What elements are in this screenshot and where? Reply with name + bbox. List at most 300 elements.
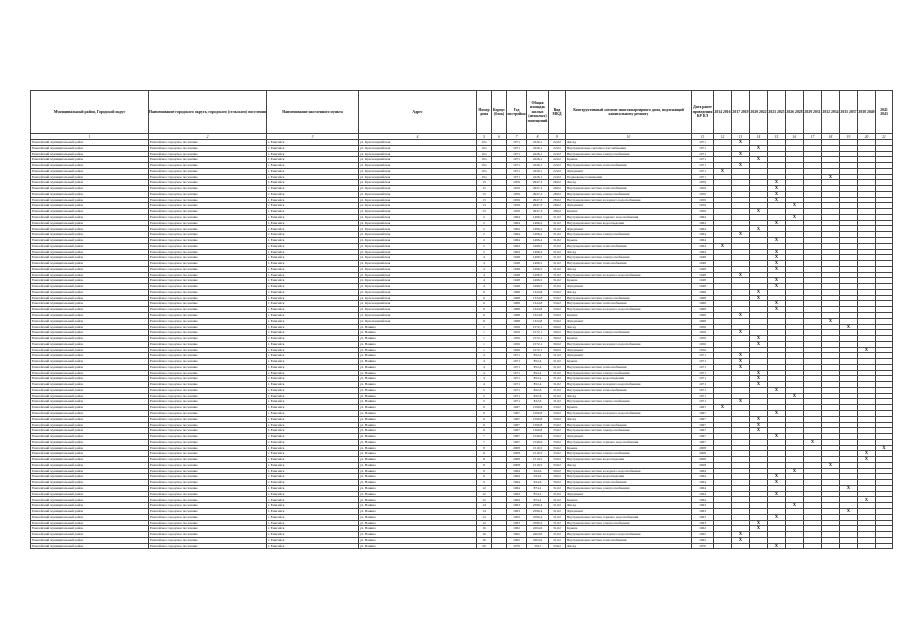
period-2023-cell: X	[768, 301, 786, 307]
house-number-cell: 6	[477, 289, 492, 295]
element-cell: Внутридомовая система горячего водоснабжения	[566, 214, 692, 220]
element-cell: Внутридомовая система холодного водоснабжения	[566, 382, 692, 388]
element-cell: Внутридомовая система теплоснабжения	[566, 364, 692, 370]
settlement-cell: Енисейское городское поселение	[149, 497, 267, 503]
settlement-cell: Енисейское городское поселение	[149, 145, 267, 151]
mkd-type-cell: 31,02	[549, 485, 566, 491]
settlement-cell: Енисейское городское поселение	[149, 255, 267, 261]
element-cell: Подвальные помещения	[566, 174, 692, 180]
district-cell: Енисейский муниципальный район	[31, 157, 149, 163]
address-cell: ул. Ванина	[359, 491, 477, 497]
period-2023-cell: X	[768, 278, 786, 284]
address-cell: ул. Ванина	[359, 416, 477, 422]
address-cell: ул. Ванина	[359, 503, 477, 509]
address-cell: ул. Ванина	[359, 324, 477, 330]
period-2023-cell: X	[768, 514, 786, 520]
town-cell: г. Енисейск	[267, 307, 359, 313]
year-cell: 1962	[507, 526, 527, 532]
year-cell: 2008	[507, 457, 527, 463]
area-cell: 2947,3	[527, 186, 549, 192]
element-cell: Внутридомовая система теплоснабжения	[566, 537, 692, 543]
mkd-type-cell: 33,02	[549, 295, 566, 301]
address-cell: ул. Красноармейская	[359, 220, 477, 226]
district-cell: Енисейский муниципальный район	[31, 428, 149, 434]
period-2020-cell: X	[750, 382, 768, 388]
address-cell: ул. Красноармейская	[359, 209, 477, 215]
area-cell: 2590,4	[527, 520, 549, 526]
area-cell: 1519,5	[527, 445, 549, 451]
mkd-type-cell: 33,02	[549, 307, 566, 313]
column-number: 21	[876, 134, 893, 140]
area-cell: 1324,8	[527, 301, 549, 307]
address-cell: ул. Красноармейская	[359, 203, 477, 209]
district-cell: Енисейский муниципальный район	[31, 532, 149, 538]
district-cell: Енисейский муниципальный район	[31, 353, 149, 359]
district-cell: Енисейский муниципальный район	[31, 284, 149, 290]
area-cell: 822,6	[527, 387, 549, 393]
period-2020-cell: X	[750, 209, 768, 215]
house-number-cell: 1	[477, 324, 492, 330]
settlement-cell: Енисейское городское поселение	[149, 480, 267, 486]
year-cell: 1967	[507, 439, 527, 445]
town-cell: г. Енисейск	[267, 226, 359, 232]
district-cell: Енисейский муниципальный район	[31, 243, 149, 249]
mkd-type-cell: 31,02	[549, 249, 566, 255]
period-2023-cell: X	[768, 480, 786, 486]
year-cell: 1964	[507, 249, 527, 255]
element-cell: Внутридомовая система теплоснабжения	[566, 387, 692, 393]
year-cell: 1948	[507, 284, 527, 290]
element-cell: Фундамент	[566, 347, 692, 353]
column-number: 11	[692, 134, 714, 140]
element-cell: Внутридомовая система водоотведения	[566, 220, 692, 226]
element-cell: Фасад	[566, 462, 692, 468]
mkd-type-cell: 31,02	[549, 497, 566, 503]
period-2038-cell: X	[858, 451, 876, 457]
address-cell: ул. Ванина	[359, 451, 477, 457]
year-cell: 1959	[507, 209, 527, 215]
district-cell: Енисейский муниципальный район	[31, 255, 149, 261]
mkd-type-cell: 31,02	[549, 278, 566, 284]
period-2017-cell: X	[732, 330, 750, 336]
address-cell: ул. Красноармейская	[359, 312, 477, 318]
area-cell: 1324,8	[527, 289, 549, 295]
last-repair-cell: 1970	[692, 543, 714, 549]
settlement-cell: Енисейское городское поселение	[149, 359, 267, 365]
settlement-cell: Енисейское городское поселение	[149, 243, 267, 249]
mkd-type-cell: 22,02	[549, 140, 566, 146]
house-number-cell: 14	[477, 503, 492, 509]
area-cell: 1590,8	[527, 405, 549, 411]
mkd-type-cell: 31,02	[549, 509, 566, 515]
town-cell: г. Енисейск	[267, 353, 359, 359]
period-2038-cell: X	[858, 457, 876, 463]
address-cell: ул. Ванина	[359, 382, 477, 388]
district-cell: Енисейский муниципальный район	[31, 220, 149, 226]
town-cell: г. Енисейск	[267, 214, 359, 220]
district-cell: Енисейский муниципальный район	[31, 203, 149, 209]
period-2017-cell: X	[732, 151, 750, 157]
header-row	[31, 91, 893, 134]
period-2032-cell: X	[822, 174, 840, 180]
address-cell: ул. Ванина	[359, 410, 477, 416]
year-cell: 1971	[507, 157, 527, 163]
area-cell: 852,4	[527, 382, 549, 388]
house-number-cell: 6	[477, 295, 492, 301]
area-cell: 2590,4	[527, 503, 549, 509]
mkd-type-cell: 22,02	[549, 163, 566, 169]
settlement-cell: Енисейское городское поселение	[149, 434, 267, 440]
element-cell: Внутридомовая система теплоснабжения	[566, 261, 692, 267]
element-cell: Внутридомовая система теплоснабжения	[566, 243, 692, 249]
element-cell: Внутридомовая система электроснабжения	[566, 451, 692, 457]
year-cell: 1964	[507, 491, 527, 497]
period-2017-cell: X	[732, 359, 750, 365]
column-header: 2026 2028	[786, 91, 804, 134]
year-cell: 2008	[507, 462, 527, 468]
mkd-type-cell: 33,02	[549, 428, 566, 434]
column-header: Общая площадь жилых (нежилых) помещений	[527, 91, 549, 134]
address-cell: ул. Ванина	[359, 399, 477, 405]
area-cell: 1572,1	[527, 336, 549, 342]
settlement-cell: Енисейское городское поселение	[149, 203, 267, 209]
column-header: Наименование населенного пункта	[267, 91, 359, 134]
town-cell: г. Енисейск	[267, 301, 359, 307]
house-number-cell: 4	[477, 370, 492, 376]
settlement-cell: Енисейское городское поселение	[149, 157, 267, 163]
district-cell: Енисейский муниципальный район	[31, 497, 149, 503]
element-cell: Внутридомовая система теплоснабжения	[566, 163, 692, 169]
last-repair-cell: 1959	[692, 186, 714, 192]
element-cell: Крыша	[566, 359, 692, 365]
settlement-cell: Енисейское городское поселение	[149, 312, 267, 318]
settlement-cell: Енисейское городское поселение	[149, 526, 267, 532]
element-cell: Фасад	[566, 289, 692, 295]
house-number-cell: 6	[477, 422, 492, 428]
settlement-cell: Енисейское городское поселение	[149, 347, 267, 353]
last-repair-cell: 1967	[692, 410, 714, 416]
column-number: 1	[31, 134, 149, 140]
mkd-type-cell: 33,02	[549, 439, 566, 445]
address-cell: ул. Ванина	[359, 445, 477, 451]
address-cell: ул. Ванина	[359, 341, 477, 347]
column-number: 9	[549, 134, 566, 140]
mkd-type-cell: 31,02	[549, 520, 566, 526]
house-number-cell: 12	[477, 485, 492, 491]
last-repair-cell: 1971	[692, 168, 714, 174]
year-cell: 1971	[507, 376, 527, 382]
town-cell: г. Енисейск	[267, 295, 359, 301]
element-cell: Фундамент	[566, 226, 692, 232]
area-cell: 1496,5	[527, 255, 549, 261]
settlement-cell: Енисейское городское поселение	[149, 474, 267, 480]
year-cell: 1971	[507, 151, 527, 157]
year-cell: 1971	[507, 168, 527, 174]
period-2023-cell: X	[768, 238, 786, 244]
town-cell: г. Енисейск	[267, 543, 359, 549]
year-cell: 1964	[507, 474, 527, 480]
column-number: 19	[840, 134, 858, 140]
column-number: 17	[804, 134, 822, 140]
period-2029-cell: X	[804, 439, 822, 445]
address-cell: ул. Красноармейская	[359, 301, 477, 307]
column-header: 2041 2043	[876, 91, 893, 134]
district-cell: Енисейский муниципальный район	[31, 445, 149, 451]
period-2020-cell: X	[750, 295, 768, 301]
capital-repair-table	[30, 90, 893, 549]
period-2032-cell: X	[822, 462, 840, 468]
district-cell: Енисейский муниципальный район	[31, 336, 149, 342]
district-cell: Енисейский муниципальный район	[31, 457, 149, 463]
district-cell: Енисейский муниципальный район	[31, 295, 149, 301]
district-cell: Енисейский муниципальный район	[31, 163, 149, 169]
year-cell: 2008	[507, 451, 527, 457]
year-cell: 1968	[507, 301, 527, 307]
settlement-cell: Енисейское городское поселение	[149, 174, 267, 180]
element-cell: Внутридомовая система холодного водоснабжения	[566, 341, 692, 347]
mkd-type-cell: 31,02	[549, 382, 566, 388]
settlement-cell: Енисейское городское поселение	[149, 168, 267, 174]
element-cell: Внутридомовая система холодного водоснабжения	[566, 307, 692, 313]
year-cell: 1956	[507, 347, 527, 353]
year-cell: 1948	[507, 272, 527, 278]
year-cell: 1956	[507, 336, 527, 342]
area-cell: 1590,8	[527, 410, 549, 416]
last-repair-cell: 1971	[692, 359, 714, 365]
town-cell: г. Енисейск	[267, 197, 359, 203]
town-cell: г. Енисейск	[267, 370, 359, 376]
period-2017-cell: X	[732, 532, 750, 538]
mkd-type-cell: 30,02	[549, 480, 566, 486]
area-cell: 1590,8	[527, 416, 549, 422]
column-header: Конструктивный элемент многоквартирного дома, подлежащий капитальному ремонту	[566, 91, 692, 134]
year-cell: 1971	[507, 382, 527, 388]
house-number-cell: 9	[477, 480, 492, 486]
district-cell: Енисейский муниципальный район	[31, 307, 149, 313]
area-cell: 822,6	[527, 399, 549, 405]
settlement-cell: Енисейское городское поселение	[149, 382, 267, 388]
house-number-cell: 5	[477, 387, 492, 393]
mkd-type-cell: 30,02	[549, 324, 566, 330]
area-cell: 1324,8	[527, 295, 549, 301]
district-cell: Енисейский муниципальный район	[31, 537, 149, 543]
house-number-cell: 1	[477, 341, 492, 347]
district-cell: Енисейский муниципальный район	[31, 312, 149, 318]
element-cell: Крыша	[566, 405, 692, 411]
area-cell: 2226,1	[527, 163, 549, 169]
last-repair-cell: 1967	[692, 405, 714, 411]
address-cell: ул. Ванина	[359, 439, 477, 445]
settlement-cell: Енисейское городское поселение	[149, 232, 267, 238]
mkd-type-cell: 22,02	[549, 145, 566, 151]
element-cell: Внутридомовая система электроснабжения	[566, 520, 692, 526]
district-cell: Енисейский муниципальный район	[31, 266, 149, 272]
element-cell: Внутридомовая система водоотведения	[566, 457, 692, 463]
last-repair-cell: 1963	[692, 514, 714, 520]
house-number-cell: 2	[477, 238, 492, 244]
address-cell: ул. Ванина	[359, 520, 477, 526]
district-cell: Енисейский муниципальный район	[31, 168, 149, 174]
town-cell: г. Енисейск	[267, 439, 359, 445]
element-cell: Крыша	[566, 526, 692, 532]
town-cell: г. Енисейск	[267, 261, 359, 267]
column-number: 20	[858, 134, 876, 140]
mkd-type-cell: 22,02	[549, 168, 566, 174]
town-cell: г. Енисейск	[267, 186, 359, 192]
last-repair-cell: 1948	[692, 261, 714, 267]
district-cell: Енисейский муниципальный район	[31, 186, 149, 192]
address-cell: ул. Красноармейская	[359, 180, 477, 186]
year-cell: 1964	[507, 243, 527, 249]
last-repair-cell: 1959	[692, 209, 714, 215]
mkd-type-cell: 31,02	[549, 514, 566, 520]
last-repair-cell: 1963	[692, 520, 714, 526]
last-repair-cell: 1971	[692, 163, 714, 169]
address-cell: ул. Красноармейская	[359, 145, 477, 151]
settlement-cell: Енисейское городское поселение	[149, 405, 267, 411]
address-cell: ул. Красноармейская	[359, 284, 477, 290]
address-cell: ул. Красноармейская	[359, 232, 477, 238]
house-number-cell: 16	[477, 526, 492, 532]
column-header: Год постройки	[507, 91, 527, 134]
settlement-cell: Енисейское городское поселение	[149, 214, 267, 220]
area-cell: 852,4	[527, 353, 549, 359]
period-2023-cell: X	[768, 180, 786, 186]
element-cell: Внутридомовая система электроснабжения	[566, 191, 692, 197]
address-cell: ул. Ванина	[359, 532, 477, 538]
year-cell: 1963	[507, 503, 527, 509]
column-header: 2029 2031	[804, 91, 822, 134]
house-number-cell: 13	[477, 186, 492, 192]
mkd-type-cell: 22,02	[549, 174, 566, 180]
house-number-cell: 13	[477, 209, 492, 215]
period-2032-cell	[822, 543, 840, 549]
column-number: 10	[566, 134, 692, 140]
district-cell: Енисейский муниципальный район	[31, 151, 149, 157]
house-number-cell: 13	[477, 197, 492, 203]
settlement-cell: Енисейское городское поселение	[149, 428, 267, 434]
house-number-cell: 10а	[477, 151, 492, 157]
period-2038-cell: X	[858, 347, 876, 353]
period-2023-cell: X	[768, 543, 786, 549]
last-repair-cell: 1964	[692, 243, 714, 249]
area-cell: 1549,6	[527, 434, 549, 440]
house-number-cell: 12	[477, 497, 492, 503]
last-repair-cell: 1964	[692, 220, 714, 226]
town-cell: г. Енисейск	[267, 191, 359, 197]
year-cell: 1964	[507, 480, 527, 486]
period-2017-cell: X	[732, 163, 750, 169]
year-cell: 1962	[507, 537, 527, 543]
address-cell: ул. Ванина	[359, 543, 477, 549]
period-2017-cell: X	[732, 364, 750, 370]
area-cell: 1496,5	[527, 284, 549, 290]
area-cell: 1590,8	[527, 422, 549, 428]
period-2029-cell	[804, 543, 822, 549]
town-cell: г. Енисейск	[267, 336, 359, 342]
address-cell: ул. Ванина	[359, 393, 477, 399]
year-cell: 1964	[507, 214, 527, 220]
column-header: 2032 2034	[822, 91, 840, 134]
area-cell: 2226,1	[527, 145, 549, 151]
last-repair-cell: 1964	[692, 491, 714, 497]
mkd-type-cell: 33,02	[549, 434, 566, 440]
house-number-cell: 13	[477, 203, 492, 209]
address-cell: ул. Ванина	[359, 497, 477, 503]
address-cell: ул. Ванина	[359, 468, 477, 474]
address-cell: ул. Красноармейская	[359, 261, 477, 267]
town-cell: г. Енисейск	[267, 376, 359, 382]
mkd-type-cell: 33,02	[549, 543, 566, 549]
element-cell: Внутридомовая система теплоснабжения	[566, 186, 692, 192]
year-cell: 1964	[507, 226, 527, 232]
year-cell: 1967	[507, 434, 527, 440]
year-cell: 1959	[507, 203, 527, 209]
year-cell: 1964	[507, 220, 527, 226]
town-cell: г. Енисейск	[267, 364, 359, 370]
address-cell: ул. Красноармейская	[359, 307, 477, 313]
period-2017-cell: X	[732, 399, 750, 405]
house-number-cell: 4	[477, 266, 492, 272]
area-cell: 2590,4	[527, 514, 549, 520]
house-number-cell: 4	[477, 382, 492, 388]
year-cell: 1948	[507, 255, 527, 261]
house-number-cell: 2	[477, 243, 492, 249]
mkd-type-cell: 31,02	[549, 376, 566, 382]
year-cell: 1971	[507, 353, 527, 359]
town-cell: г. Енисейск	[267, 462, 359, 468]
settlement-cell: Енисейское городское поселение	[149, 399, 267, 405]
mkd-type-cell: 33,02	[549, 445, 566, 451]
period-2020-cell	[750, 543, 768, 549]
district-cell: Енисейский муниципальный район	[31, 376, 149, 382]
period-2020-cell: X	[750, 526, 768, 532]
house-number-cell: 8	[477, 462, 492, 468]
settlement-cell: Енисейское городское поселение	[149, 485, 267, 491]
town-cell: г. Енисейск	[267, 382, 359, 388]
element-cell: Внутридомовая система электроснабжения	[566, 330, 692, 336]
house-number-cell: 4	[477, 261, 492, 267]
area-cell: 1572,1	[527, 330, 549, 336]
settlement-cell: Енисейское городское поселение	[149, 140, 267, 146]
address-cell: ул. Красноармейская	[359, 197, 477, 203]
last-repair-cell: 1962	[692, 526, 714, 532]
town-cell: г. Енисейск	[267, 359, 359, 365]
column-number: 13	[732, 134, 750, 140]
mkd-type-cell: 28,02	[549, 197, 566, 203]
year-cell: 2008	[507, 445, 527, 451]
element-cell: Фасад	[566, 140, 692, 146]
mkd-type-cell: 31,02	[549, 387, 566, 393]
mkd-type-cell: 31,02	[549, 261, 566, 267]
settlement-cell: Енисейское городское поселение	[149, 410, 267, 416]
district-cell: Енисейский муниципальный район	[31, 509, 149, 515]
town-cell: г. Енисейск	[267, 393, 359, 399]
settlement-cell: Енисейское городское поселение	[149, 393, 267, 399]
period-2026-cell: X	[786, 214, 804, 220]
element-cell: Крыша	[566, 278, 692, 284]
town-cell: г. Енисейск	[267, 238, 359, 244]
town-cell: г. Енисейск	[267, 209, 359, 215]
last-repair-cell: 1971	[692, 399, 714, 405]
period-2017-cell: X	[732, 537, 750, 543]
town-cell: г. Енисейск	[267, 140, 359, 146]
town-cell: г. Енисейск	[267, 532, 359, 538]
district-cell: Енисейский муниципальный район	[31, 393, 149, 399]
period-2041-cell: X	[876, 445, 893, 451]
last-repair-cell: 1964	[692, 474, 714, 480]
address-cell: ул. Красноармейская	[359, 243, 477, 249]
